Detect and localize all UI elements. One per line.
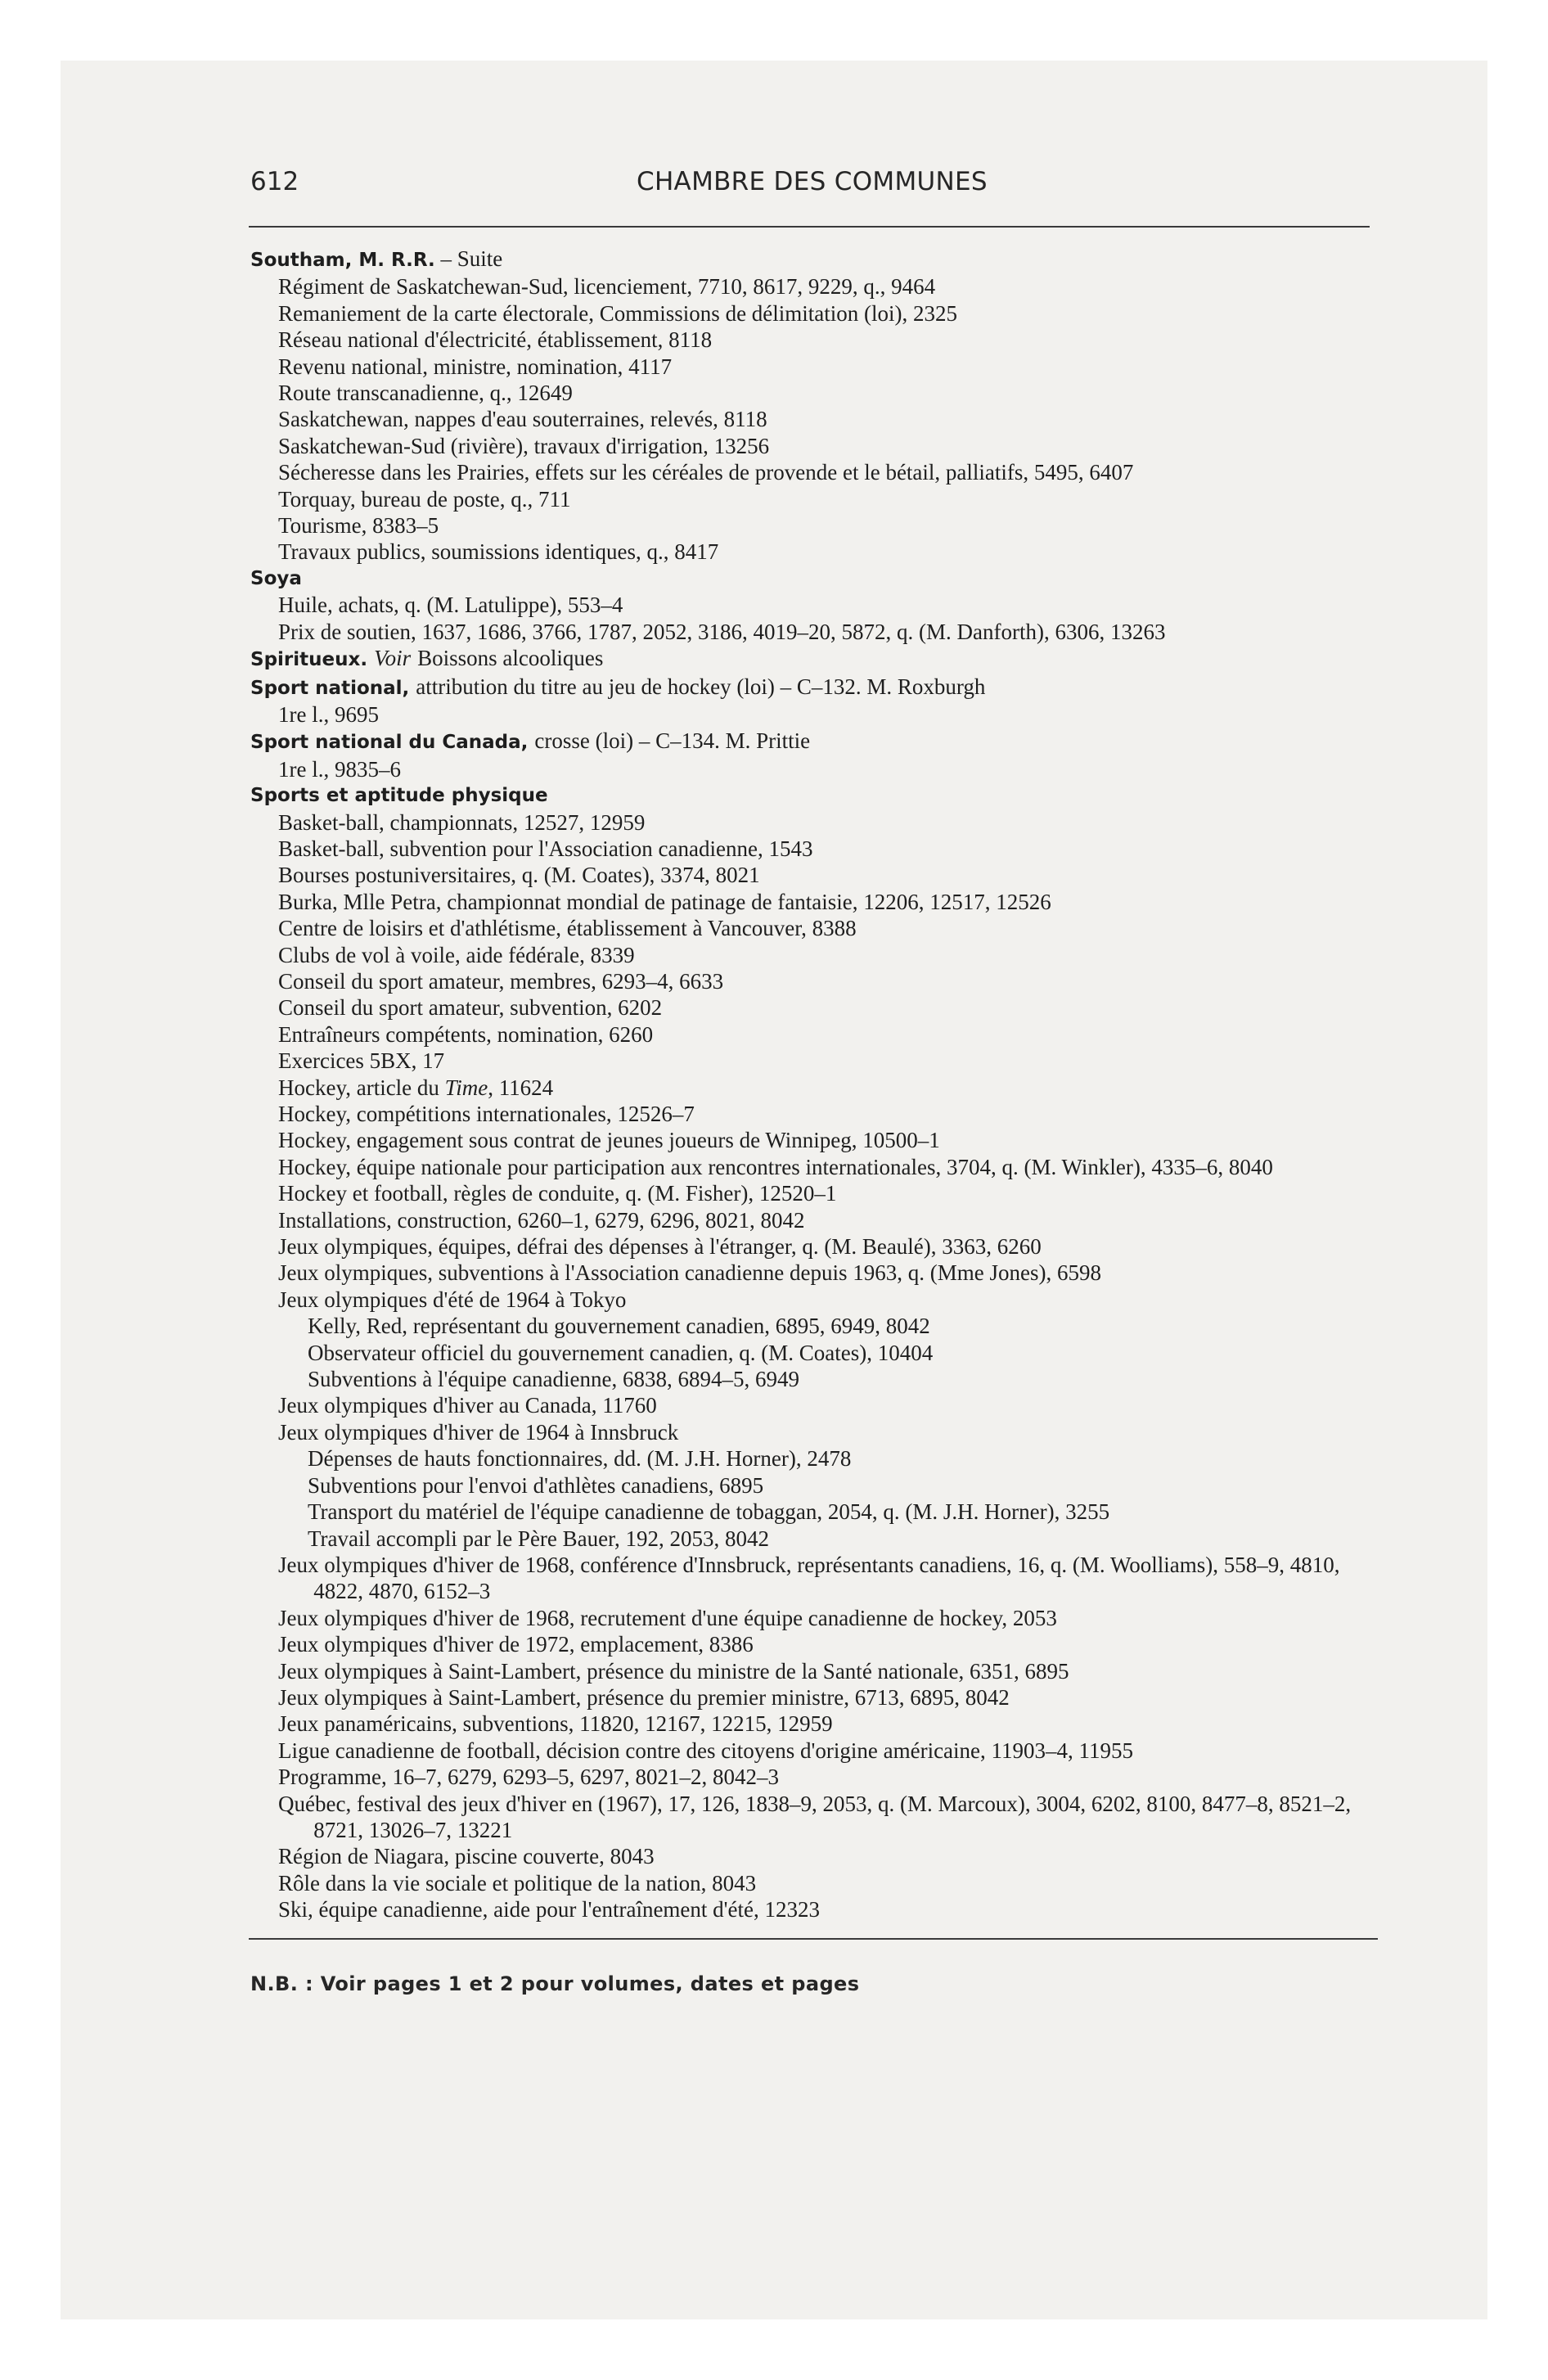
- index-subentry: Région de Niagara, piscine couverte, 8043: [278, 1844, 655, 1869]
- index-subentry: Exercices 5BX, 17: [278, 1048, 445, 1074]
- index-subentry: Jeux olympiques d'hiver de 1968, recrutement d'une équipe canadienne de hockey, 2053: [278, 1605, 1057, 1630]
- index-sub-subentry: Kelly, Red, représentant du gouvernement canadien, 6895, 6949, 8042: [308, 1314, 930, 1339]
- italic-title: Time: [444, 1075, 488, 1100]
- index-subentry: Jeux olympiques d'hiver au Canada, 11760: [278, 1393, 657, 1418]
- bill-reading: 1re l., 9695: [278, 701, 379, 727]
- index-subentry: Travaux publics, soumissions identiques, q., 8417: [278, 539, 719, 565]
- header-rule: [249, 226, 1370, 228]
- footer-rule: [249, 1938, 1378, 1940]
- heading-text: Sport national du Canada,: [250, 732, 529, 754]
- index-subentry: Route transcanadienne, q., 12649: [278, 381, 573, 406]
- entry-heading-spiritueux: [250, 645, 1388, 673]
- index-subentry: Hockey, engagement sous contrat de jeunes joueurs de Winnipeg, 10500–1: [278, 1128, 940, 1153]
- index-subentry: Entraîneurs compétents, nomination, 6260: [278, 1021, 654, 1047]
- index-subentry: Hockey et football, règles de conduite, q. (M. Fisher), 12520–1: [278, 1181, 837, 1206]
- index-subentry: Burka, Mlle Petra, championnat mondial de patinage de fantaisie, 12206, 12517, 12526: [278, 889, 1051, 914]
- index-subentry: Jeux olympiques à Saint-Lambert, présence du premier ministre, 6713, 6895, 8042: [278, 1684, 1010, 1710]
- footnote: N.B. : Voir pages 1 et 2 pour volumes, dates et pages: [250, 1972, 860, 1995]
- index-sub-subentry: Subventions pour l'envoi d'athlètes canadiens, 6895: [308, 1472, 764, 1498]
- index-entries: [250, 246, 1388, 1923]
- heading-text: Sport national,: [250, 677, 410, 699]
- bill-reading: 1re l., 9835–6: [278, 756, 401, 782]
- index-subentry: Réseau national d'électricité, établissement, 8118: [278, 327, 713, 353]
- index-subentry: Jeux olympiques, équipes, défrai des dépenses à l'étranger, q. (M. Beaulé), 3363, 6260: [278, 1234, 1042, 1260]
- index-sub-subentry: Transport du matériel de l'équipe canadienne de tobaggan, 2054, q. (M. J.H. Horner), 3255: [308, 1499, 1110, 1525]
- continued-marker: – Suite: [434, 246, 503, 271]
- index-sub-subentry: Subventions à l'équipe canadienne, 6838, 6894–5, 6949: [308, 1367, 800, 1392]
- index-subentry: Revenu national, ministre, nomination, 4117: [278, 354, 673, 379]
- see-reference: Voir: [374, 646, 412, 671]
- running-head: CHAMBRE DES COMMUNES: [637, 167, 988, 196]
- index-subentry: Tourisme, 8383–5: [278, 513, 439, 539]
- bill-description: attribution du titre au jeu de hockey (loi) – C–132. M. Roxburgh: [416, 674, 986, 699]
- index-subentry: Jeux olympiques, subventions à l'Association canadienne depuis 1963, q. (Mme Jones), 6598: [278, 1260, 1101, 1286]
- index-subentry: Saskatchewan, nappes d'eau souterraines, relevés, 8118: [278, 407, 767, 432]
- index-subentry: Hockey, équipe nationale pour participation aux rencontres internationales, 3704, q. (M. Winkler), 4335–6, 8040: [278, 1154, 1273, 1179]
- index-subentry: Installations, construction, 6260–1, 6279, 6296, 8021, 8042: [278, 1207, 805, 1233]
- heading-text: Spiritueux.: [250, 649, 368, 671]
- cross-reference-target: Boissons alcooliques: [417, 646, 604, 671]
- index-subentry: Ski, équipe canadienne, aide pour l'entraînement d'été, 12323: [278, 1897, 821, 1922]
- entry-heading-sport-national-canada: [250, 728, 1388, 755]
- index-subentry: Basket-ball, championnats, 12527, 12959: [278, 809, 646, 835]
- index-sub-subentry: Observateur officiel du gouvernement canadien, q. (M. Coates), 10404: [308, 1340, 934, 1365]
- entry-heading-southam: [250, 246, 1388, 273]
- subentry-prefix: Hockey, article du: [278, 1075, 445, 1100]
- index-sub-subentry: Travail accompli par le Père Bauer, 192, 2053, 8042: [308, 1526, 770, 1551]
- index-subentry: Basket-ball, subvention pour l'Association canadienne, 1543: [278, 836, 813, 861]
- index-subentry: Centre de loisirs et d'athlétisme, établissement à Vancouver, 8388: [278, 916, 857, 941]
- index-subentry: Conseil du sport amateur, membres, 6293–4, 6633: [278, 968, 724, 994]
- entry-heading-sports: Sports et aptitude physique: [250, 785, 548, 807]
- index-sub-subentry: Dépenses de hauts fonctionnaires, dd. (M. J.H. Horner), 2478: [308, 1446, 852, 1472]
- index-subentry: Huile, achats, q. (M. Latulippe), 553–4: [278, 593, 623, 618]
- index-subentry: Jeux olympiques d'hiver de 1968, conférence d'Innsbruck, représentants canadiens, 16, q. (M. Woolliams), 558–9, 4810, 4822, 4870, 6152–3: [278, 1552, 1340, 1604]
- index-subentry: Jeux olympiques d'hiver de 1972, emplacement, 8386: [278, 1632, 754, 1657]
- index-subentry: Remaniement de la carte électorale, Commissions de délimitation (loi), 2325: [278, 300, 958, 326]
- index-subentry: Bourses postuniversitaires, q. (M. Coates), 3374, 8021: [278, 863, 760, 888]
- entry-heading-sport-national: [250, 674, 1388, 701]
- heading-text: Southam, M. R.R.: [250, 250, 435, 271]
- index-subentry: Conseil du sport amateur, subvention, 6202: [278, 995, 663, 1021]
- index-subentry: Jeux olympiques d'hiver de 1964 à Innsbruck: [278, 1419, 679, 1445]
- index-subentry: Torquay, bureau de poste, q., 711: [278, 486, 571, 512]
- index-subentry: Jeux panaméricains, subventions, 11820, 12167, 12215, 12959: [278, 1711, 833, 1737]
- page-number: 612: [250, 167, 299, 196]
- index-subentry: Rôle dans la vie sociale et politique de la nation, 8043: [278, 1870, 757, 1895]
- index-subentry: Québec, festival des jeux d'hiver en (1967), 17, 126, 1838–9, 2053, q. (M. Marcoux), 3004, 6202, 8100, 8477–8, 8521–2, 8721, 13026–7, 13221: [278, 1791, 1352, 1842]
- index-subentry: Ligue canadienne de football, décision contre des citoyens d'origine américaine, 11903–4, 11955: [278, 1738, 1134, 1763]
- index-subentry: Sécheresse dans les Prairies, effets sur les céréales de provende et le bétail, palliatifs, 5495, 6407: [278, 460, 1134, 485]
- entry-heading-soya: Soya: [250, 567, 302, 589]
- index-subentry: Jeux olympiques à Saint-Lambert, présence du ministre de la Santé nationale, 6351, 6895: [278, 1658, 1069, 1684]
- index-subentry: Régiment de Saskatchewan-Sud, licenciement, 7710, 8617, 9229, q., 9464: [278, 274, 936, 300]
- index-subentry-hockey-time: [250, 1075, 1388, 1101]
- index-subentry: Hockey, compétitions internationales, 12526–7: [278, 1102, 695, 1126]
- bill-description: crosse (loi) – C–134. M. Prittie: [534, 728, 811, 754]
- index-subentry: Programme, 16–7, 6279, 6293–5, 6297, 8021–2, 8042–3: [278, 1765, 779, 1790]
- subentry-pages: , 11624: [488, 1075, 554, 1100]
- index-subentry: Prix de soutien, 1637, 1686, 3766, 1787, 2052, 3186, 4019–20, 5872, q. (M. Danforth), 6306, 13263: [278, 619, 1166, 644]
- index-subentry: Jeux olympiques d'été de 1964 à Tokyo: [278, 1287, 627, 1312]
- index-subentry: Clubs de vol à voile, aide fédérale, 8339: [278, 942, 635, 967]
- index-subentry: Saskatchewan-Sud (rivière), travaux d'irrigation, 13256: [278, 433, 770, 458]
